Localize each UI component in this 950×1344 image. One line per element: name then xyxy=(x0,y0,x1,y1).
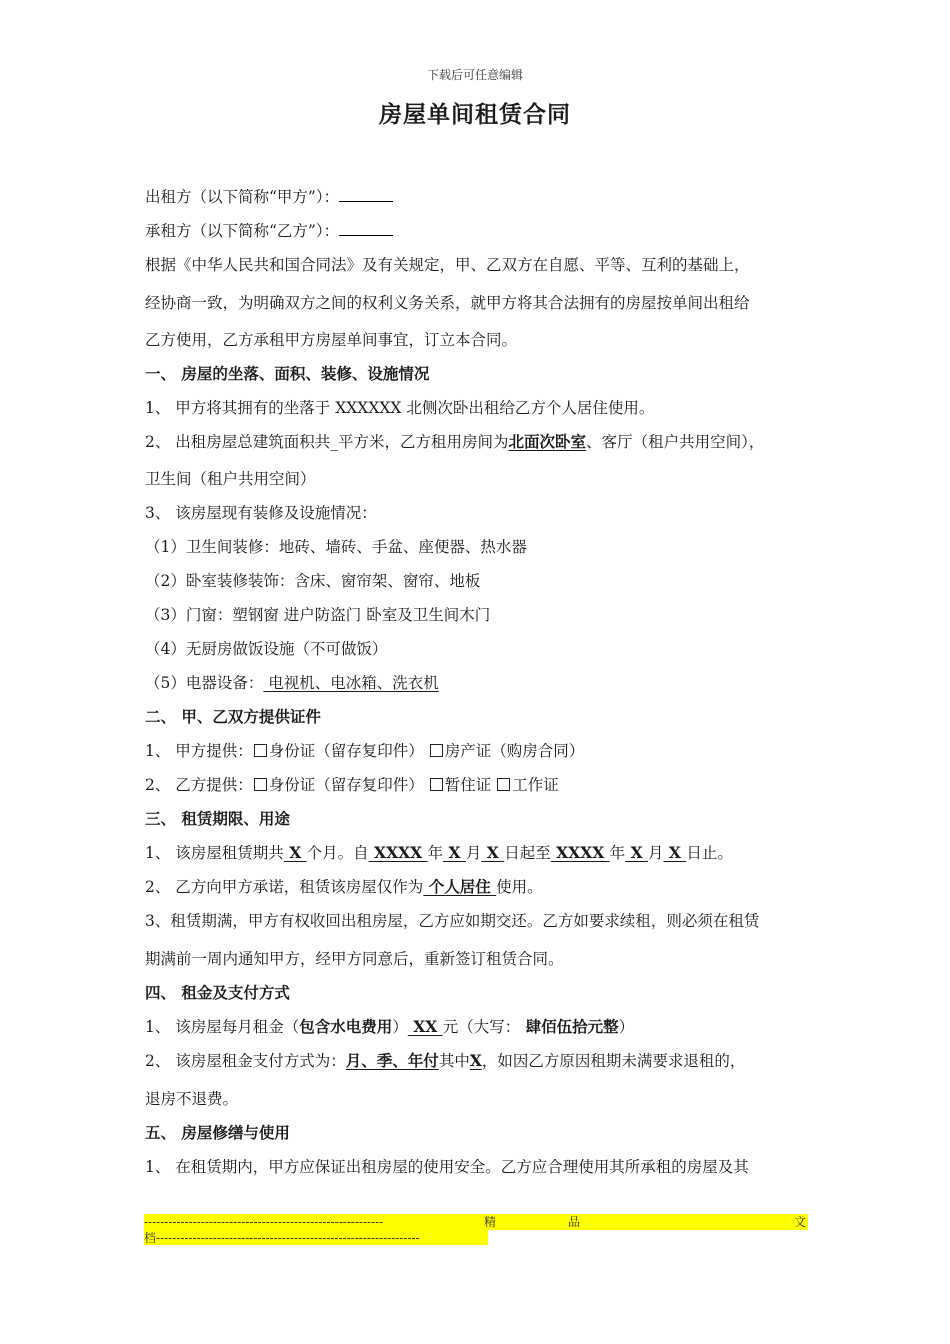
s1-item-3: 3、 该房屋现有装修及设施情况： xyxy=(145,504,377,522)
s2-item-2-opt-2: 暂住证 xyxy=(444,776,492,794)
usage-value: 个人居住 xyxy=(423,877,497,896)
s3-text: 日起至 xyxy=(504,844,551,862)
s1-item-2-post: 、客厅（租户共用空间）， xyxy=(586,433,765,451)
footer-line-2: 档----------------------------------------------------------------- xyxy=(144,1231,420,1245)
s3-item-3-line-1: 3、租赁期满，甲方有权收回出租房屋，乙方应如期交还。乙方如要求续租，则必须在租赁 xyxy=(145,912,760,930)
end-year-value: XXXX xyxy=(550,843,610,862)
s3-item-1 xyxy=(145,843,733,863)
footer-char-2: 品 xyxy=(568,1215,581,1229)
footer-char-4: 档 xyxy=(144,1231,157,1245)
party-b-blank xyxy=(339,223,393,236)
checkbox-icon[interactable] xyxy=(497,778,510,791)
party-b-label: 承租方（以下简称“乙方”）： xyxy=(145,222,340,240)
intro-line-2: 经协商一致，为明确双方之间的权利义务关系，就甲方将其合法拥有的房屋按单间出租给 xyxy=(145,294,750,312)
s2-item-1-opt-1: 身份证（留存复印件） xyxy=(268,742,424,760)
party-a-line xyxy=(145,187,393,207)
s3-text: 年 xyxy=(427,844,444,862)
intro-line-3: 乙方使用，乙方承租甲方房屋单间事宜，订立本合同。 xyxy=(145,331,518,349)
s1-item-2-pre: 2、 出租房屋总建筑面积共_平方米，乙方租用房间为 xyxy=(145,433,509,451)
s3-item-2-post: 使用。 xyxy=(496,878,543,896)
s2-item-2 xyxy=(145,775,559,795)
s1-sub-2: （2）卧室装修装饰：含床、窗帘架、窗帘、地板 xyxy=(145,572,481,590)
s4-text: 其中 xyxy=(438,1052,470,1070)
s4-text: 1、 该房屋每月租金（ xyxy=(145,1018,300,1036)
s3-text: 月 xyxy=(648,844,664,862)
party-a-blank xyxy=(339,189,393,202)
s2-item-2-opt-3: 工作证 xyxy=(512,776,559,794)
start-day-value: X xyxy=(481,843,505,862)
s4-text: ） xyxy=(392,1018,408,1036)
s3-text: 月 xyxy=(465,844,482,862)
party-a-label: 出租方（以下简称“甲方”）： xyxy=(145,188,340,206)
s4-text: ） xyxy=(618,1018,635,1036)
lease-months-value: X xyxy=(283,843,307,862)
s3-text: 年 xyxy=(609,844,626,862)
s3-text: 个月。自 xyxy=(306,844,369,862)
checkbox-icon[interactable] xyxy=(430,744,443,757)
s1-item-2 xyxy=(145,432,764,452)
rent-amount: XX xyxy=(407,1017,443,1036)
start-year-value: XXXX xyxy=(368,843,428,862)
s4-item-1 xyxy=(145,1017,634,1037)
section-3-heading: 三、 租赁期限、用途 xyxy=(145,809,290,828)
footer-char-3: 文 xyxy=(794,1215,807,1229)
section-2-heading: 二、 甲、乙双方提供证件 xyxy=(145,707,321,726)
utilities-included: 包含水电费用 xyxy=(299,1017,393,1036)
s3-text: 日止。 xyxy=(686,844,733,862)
checkbox-icon[interactable] xyxy=(254,744,267,757)
s4-text: 2、 该房屋租金支付方式为： xyxy=(145,1052,346,1070)
checkbox-icon[interactable] xyxy=(430,778,443,791)
s3-item-3-line-2: 期满前一周内通知甲方，经甲方同意后，重新签订租赁合同。 xyxy=(145,950,564,968)
s1-sub-5-appliances: 电视机、电冰箱、洗衣机 xyxy=(263,674,439,692)
payment-modes: 月、季、年付 xyxy=(345,1051,439,1070)
s4-text: 元（大写： xyxy=(442,1018,521,1036)
s1-sub-5 xyxy=(145,673,439,693)
section-1-heading: 一、 房屋的坐落、面积、装修、设施情况 xyxy=(145,364,430,383)
s1-item-2-room: 北面次卧室 xyxy=(508,432,587,451)
s2-item-1-opt-2: 房产证（购房合同） xyxy=(444,742,585,760)
end-month-value: X xyxy=(625,843,648,862)
s2-item-1 xyxy=(145,741,584,761)
s5-item-1: 1、 在租赁期内，甲方应保证出租房屋的使用安全。乙方应合理使用其所承租的房屋及其 xyxy=(145,1158,749,1176)
s1-item-1: 1、 甲方将其拥有的坐落于 XXXXXX 北侧次卧出租给乙方个人居住使用。 xyxy=(145,399,655,417)
s1-item-2-cont: 卫生间（租户共用空间） xyxy=(145,470,316,488)
intro-line-1: 根据《中华人民共和国合同法》及有关规定，甲、乙双方在自愿、平等、互利的基础上， xyxy=(145,256,750,274)
s4-item-2 xyxy=(145,1051,745,1071)
rent-amount-words: 肆佰伍拾元整 xyxy=(520,1017,619,1036)
s3-text: 1、 该房屋租赁期共 xyxy=(145,844,284,862)
start-month-value: X xyxy=(443,843,466,862)
payment-choice: X xyxy=(469,1051,482,1070)
section-5-heading: 五、 房屋修缮与使用 xyxy=(145,1123,290,1142)
s3-item-2-pre: 2、 乙方向甲方承诺，租赁该房屋仅作为 xyxy=(145,878,424,896)
footer-dashes: ----------------------------------------------------------- xyxy=(144,1215,384,1229)
end-day-value: X xyxy=(663,843,687,862)
s3-item-2 xyxy=(145,877,543,897)
s1-sub-3: （3）门窗：塑钢窗 进户防盗门 卧室及卫生间木门 xyxy=(145,606,491,624)
section-4-heading: 四、 租金及支付方式 xyxy=(145,983,290,1002)
document-title: 房屋单间租赁合同 xyxy=(379,101,571,128)
footer-char-1: 精 xyxy=(484,1215,497,1229)
s4-text: ，如因乙方原因租期未满要求退租的， xyxy=(481,1052,746,1070)
header-note: 下载后可任意编辑 xyxy=(426,68,523,82)
s4-item-2-cont: 退房不退费。 xyxy=(145,1090,239,1108)
s2-item-2-pre: 2、 乙方提供： xyxy=(145,776,253,794)
s1-sub-5-pre: （5）电器设备： xyxy=(145,674,264,692)
s2-item-1-pre: 1、 甲方提供： xyxy=(145,742,253,760)
s1-sub-1: （1）卫生间装修：地砖、墙砖、手盆、座便器、热水器 xyxy=(145,538,527,556)
checkbox-icon[interactable] xyxy=(254,778,267,791)
party-b-line xyxy=(145,221,393,241)
s2-item-2-opt-1: 身份证（留存复印件） xyxy=(268,776,424,794)
s1-sub-4: （4）无厨房做饭设施（不可做饭） xyxy=(145,640,388,658)
